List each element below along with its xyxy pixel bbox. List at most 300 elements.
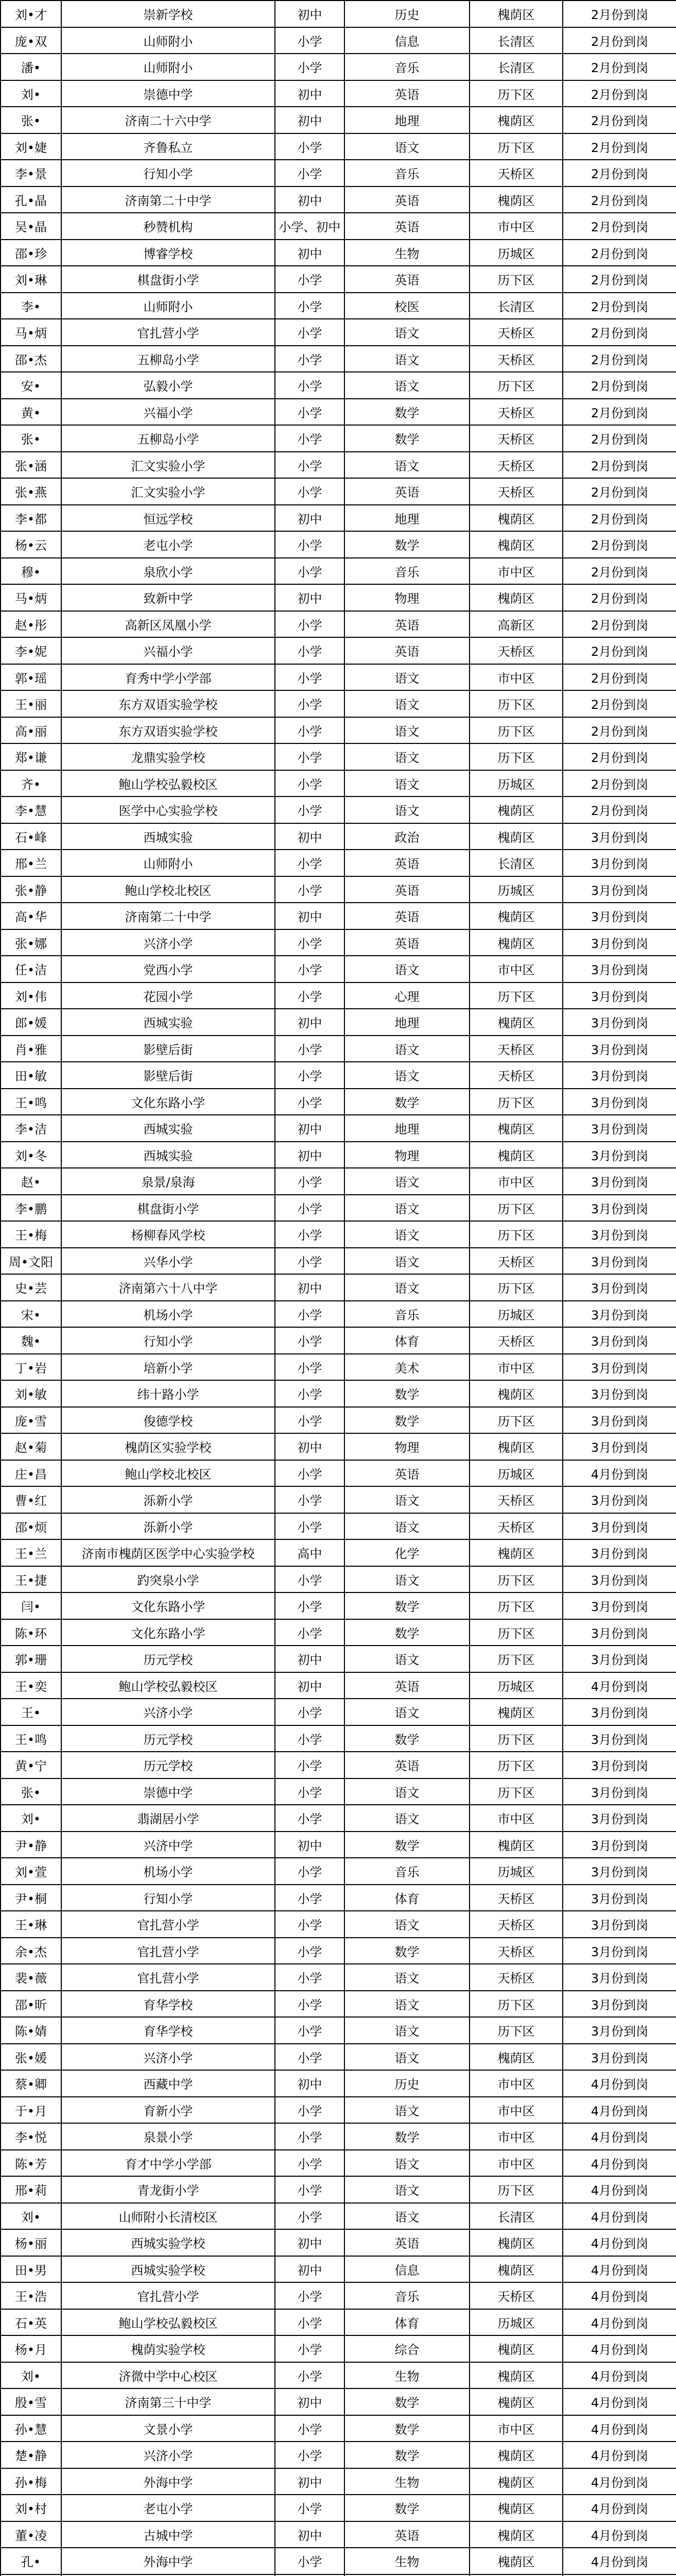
date-cell: 3月份到岗 [563, 1991, 676, 2018]
level-cell: 小学 [275, 956, 344, 982]
subject-cell: 数学 [344, 531, 470, 558]
date-cell [563, 2574, 676, 2576]
level-cell: 小学 [275, 2097, 344, 2124]
name-cell: 李•妮 [1, 637, 61, 664]
name-cell: 张•静 [1, 876, 61, 903]
level-cell: 小学 [275, 1964, 344, 1991]
school-cell: 棋盘街小学 [61, 1195, 275, 1222]
table-row [1, 823, 676, 850]
table-row [1, 2495, 676, 2521]
table-row [1, 2070, 676, 2097]
name-cell: 曹•红 [1, 1486, 61, 1513]
level-cell: 小学 [275, 1062, 344, 1089]
name-cell: 马•炳 [1, 584, 61, 611]
subject-cell: 语文 [344, 2150, 470, 2177]
date-cell: 3月份到岗 [563, 1539, 676, 1566]
table-row [1, 1, 676, 27]
date-cell: 3月份到岗 [563, 1486, 676, 1513]
name-cell: 邢•兰 [1, 850, 61, 876]
name-cell: 庞•雪 [1, 1407, 61, 1434]
subject-cell: 语文 [344, 1248, 470, 1275]
date-cell: 3月份到岗 [563, 876, 676, 903]
level-cell: 初中 [275, 1433, 344, 1460]
subject-cell: 英语 [344, 2229, 470, 2256]
school-cell: 鲍山学校弘毅校区 [61, 2309, 275, 2336]
level-cell: 初中 [275, 2468, 344, 2495]
level-cell: 小学 [275, 54, 344, 80]
district-cell: 历下区 [470, 690, 563, 717]
subject-cell: 数学 [344, 1938, 470, 1964]
district-cell: 长清区 [470, 2203, 563, 2230]
table-row [1, 187, 676, 213]
subject-cell: 语文 [344, 1195, 470, 1222]
level-cell: 小学 [275, 1566, 344, 1593]
date-cell: 3月份到岗 [563, 1619, 676, 1646]
district-cell: 历城区 [470, 2309, 563, 2336]
subject-cell: 英语 [344, 187, 470, 213]
school-cell: 泉景/泉海 [61, 1168, 275, 1195]
date-cell: 3月份到岗 [563, 823, 676, 850]
name-cell: 石•英 [1, 2309, 61, 2336]
name-cell [1, 2574, 61, 2576]
level-cell: 初中 [275, 1672, 344, 1699]
date-cell: 2月份到岗 [563, 213, 676, 240]
school-cell: 西城实验 [61, 1115, 275, 1142]
name-cell: 刘• [1, 80, 61, 107]
district-cell: 市中区 [470, 2070, 563, 2097]
name-cell: 刘•冬 [1, 1142, 61, 1168]
school-cell: 恒远学校 [61, 505, 275, 532]
name-cell: 周•文阳 [1, 1248, 61, 1275]
level-cell: 初中 [275, 1009, 344, 1036]
date-cell: 2月份到岗 [563, 531, 676, 558]
subject-cell: 校医 [344, 293, 470, 319]
date-cell: 3月份到岗 [563, 2017, 676, 2044]
school-cell: 医学中心实验学校 [61, 796, 275, 823]
name-cell: 庞•双 [1, 27, 61, 54]
table-row [1, 1619, 676, 1646]
school-cell: 文景小学 [61, 2415, 275, 2442]
name-cell: 刘•伟 [1, 982, 61, 1009]
district-cell: 市中区 [470, 1354, 563, 1381]
school-cell: 泺新小学 [61, 1513, 275, 1540]
table-row [1, 2176, 676, 2203]
subject-cell: 语文 [344, 770, 470, 797]
name-cell: 李•都 [1, 505, 61, 532]
date-cell: 4月份到岗 [563, 2309, 676, 2336]
level-cell: 小学 [275, 1725, 344, 1752]
date-cell: 3月份到岗 [563, 982, 676, 1009]
district-cell: 长清区 [470, 293, 563, 319]
subject-cell: 数学 [344, 399, 470, 426]
date-cell: 4月份到岗 [563, 2442, 676, 2468]
name-cell: 张• [1, 107, 61, 133]
school-cell: 东方双语实验学校 [61, 717, 275, 744]
name-cell: 王•琳 [1, 1911, 61, 1938]
level-cell: 小学 [275, 2548, 344, 2574]
name-cell: 余•杰 [1, 1938, 61, 1964]
date-cell: 2月份到岗 [563, 133, 676, 160]
district-cell: 历下区 [470, 743, 563, 770]
level-cell: 小学 [275, 2335, 344, 2362]
subject-cell: 语文 [344, 664, 470, 691]
date-cell: 3月份到岗 [563, 2044, 676, 2071]
table-row [1, 1460, 676, 1487]
name-cell: 潘• [1, 54, 61, 80]
subject-cell: 音乐 [344, 1301, 470, 1328]
district-cell: 长清区 [470, 54, 563, 80]
school-cell: 汇文实验小学 [61, 478, 275, 505]
district-cell: 市中区 [470, 213, 563, 240]
subject-cell: 信息 [344, 27, 470, 54]
level-cell: 小学 [275, 796, 344, 823]
school-cell: 棋盘街小学 [61, 266, 275, 293]
subject-cell: 语文 [344, 372, 470, 399]
school-cell: 兴济小学 [61, 2044, 275, 2071]
subject-cell: 数学 [344, 2495, 470, 2521]
level-cell: 初中 [275, 584, 344, 611]
school-cell: 文化东路小学 [61, 1089, 275, 1115]
table-row [1, 133, 676, 160]
date-cell: 2月份到岗 [563, 54, 676, 80]
school-cell: 兴济小学 [61, 929, 275, 956]
table-row [1, 2309, 676, 2336]
school-cell: 官扎营小学 [61, 1911, 275, 1938]
subject-cell: 数学 [344, 1380, 470, 1407]
name-cell: 肖•雅 [1, 1036, 61, 1062]
date-cell: 3月份到岗 [563, 1805, 676, 1832]
subject-cell: 英语 [344, 903, 470, 929]
subject-cell: 物理 [344, 1142, 470, 1168]
name-cell: 丁•岩 [1, 1354, 61, 1381]
date-cell: 3月份到岗 [563, 929, 676, 956]
date-cell: 2月份到岗 [563, 796, 676, 823]
school-cell: 官扎营小学 [61, 319, 275, 346]
subject-cell: 体育 [344, 2309, 470, 2336]
table-row [1, 160, 676, 187]
district-cell: 槐荫区 [470, 823, 563, 850]
subject-cell: 数学 [344, 1592, 470, 1619]
district-cell: 槐荫区 [470, 1832, 563, 1858]
subject-cell: 音乐 [344, 54, 470, 80]
level-cell: 初中 [275, 2229, 344, 2256]
date-cell: 3月份到岗 [563, 1142, 676, 1168]
level-cell: 小学 [275, 160, 344, 187]
school-cell: 培新小学 [61, 1354, 275, 1381]
school-cell: 党西小学 [61, 956, 275, 982]
table-row [1, 558, 676, 585]
table-row [1, 1513, 676, 1540]
school-cell: 崇德中学 [61, 1778, 275, 1805]
name-cell: 刘•村 [1, 2495, 61, 2521]
table-row [1, 903, 676, 929]
table-row [1, 1911, 676, 1938]
subject-cell: 语文 [344, 743, 470, 770]
level-cell: 小学 [275, 1885, 344, 1911]
level-cell: 小学 [275, 2362, 344, 2389]
name-cell: 杨•丽 [1, 2229, 61, 2256]
name-cell: 高•华 [1, 903, 61, 929]
table-row [1, 1433, 676, 1460]
district-cell: 天桥区 [470, 346, 563, 372]
school-cell: 泉欣小学 [61, 558, 275, 585]
district-cell: 历下区 [470, 1778, 563, 1805]
school-cell: 鲍山学校北校区 [61, 876, 275, 903]
table-row [1, 2335, 676, 2362]
level-cell: 小学 [275, 2442, 344, 2468]
table-row [1, 425, 676, 452]
school-cell: 崇新学校 [61, 1, 275, 27]
name-cell: 齐• [1, 770, 61, 797]
date-cell: 4月份到岗 [563, 2335, 676, 2362]
table-row [1, 1805, 676, 1832]
name-cell: 刘• [1, 2362, 61, 2389]
name-cell: 庄•昌 [1, 1460, 61, 1487]
name-cell: 郭•瑶 [1, 664, 61, 691]
district-cell: 历下区 [470, 1221, 563, 1248]
name-cell: 王•鸣 [1, 1725, 61, 1752]
subject-cell: 语文 [344, 133, 470, 160]
table-row [1, 293, 676, 319]
name-cell: 安• [1, 372, 61, 399]
table-row [1, 1486, 676, 1513]
name-cell: 刘•才 [1, 1, 61, 27]
district-cell: 市中区 [470, 1805, 563, 1832]
district-cell: 历城区 [470, 770, 563, 797]
table-row [1, 1009, 676, 1036]
date-cell: 2月份到岗 [563, 478, 676, 505]
level-cell: 小学 [275, 690, 344, 717]
level-cell: 初中 [275, 2070, 344, 2097]
table-row [1, 27, 676, 54]
date-cell: 4月份到岗 [563, 2256, 676, 2283]
date-cell: 4月份到岗 [563, 2070, 676, 2097]
date-cell: 4月份到岗 [563, 2415, 676, 2442]
level-cell: 初中 [275, 240, 344, 266]
table-row [1, 531, 676, 558]
subject-cell: 英语 [344, 611, 470, 638]
level-cell: 初中 [275, 2256, 344, 2283]
school-cell: 官扎营小学 [61, 1964, 275, 1991]
subject-cell: 地理 [344, 1115, 470, 1142]
table-row [1, 1115, 676, 1142]
table-row [1, 346, 676, 372]
date-cell: 2月份到岗 [563, 558, 676, 585]
name-cell: 张• [1, 1778, 61, 1805]
date-cell: 4月份到岗 [563, 2388, 676, 2415]
school-cell: 花园小学 [61, 982, 275, 1009]
table-row [1, 1885, 676, 1911]
district-cell: 天桥区 [470, 425, 563, 452]
table-row [1, 2203, 676, 2230]
date-cell: 2月份到岗 [563, 160, 676, 187]
district-cell: 槐荫区 [470, 929, 563, 956]
district-cell: 槐荫区 [470, 505, 563, 532]
level-cell: 小学 [275, 1460, 344, 1487]
level-cell: 小学 [275, 1486, 344, 1513]
subject-cell: 英语 [344, 1672, 470, 1699]
table-row [1, 2521, 676, 2548]
subject-cell: 语文 [344, 1168, 470, 1195]
name-cell: 张•媛 [1, 2044, 61, 2071]
school-cell: 西城实验 [61, 823, 275, 850]
date-cell: 4月份到岗 [563, 2548, 676, 2574]
name-cell: 李•景 [1, 160, 61, 187]
district-cell: 历城区 [470, 1301, 563, 1328]
date-cell: 3月份到岗 [563, 1380, 676, 1407]
level-cell: 小学 [275, 399, 344, 426]
level-cell: 小学 [275, 1354, 344, 1381]
level-cell: 小学 [275, 2309, 344, 2336]
district-cell: 市中区 [470, 956, 563, 982]
school-cell: 泺新小学 [61, 1486, 275, 1513]
district-cell: 历下区 [470, 1407, 563, 1434]
date-cell: 4月份到岗 [563, 2229, 676, 2256]
level-cell: 小学 [275, 2017, 344, 2044]
district-cell: 历下区 [470, 1725, 563, 1752]
subject-cell: 语文 [344, 346, 470, 372]
level-cell: 小学 [275, 664, 344, 691]
table-row [1, 1964, 676, 1991]
name-cell: 田•男 [1, 2256, 61, 2283]
district-cell: 历下区 [470, 1646, 563, 1672]
school-cell: 鲍山学校北校区 [61, 1460, 275, 1487]
school-cell: 鲍山学校弘毅校区 [61, 1672, 275, 1699]
level-cell: 小学 [275, 531, 344, 558]
district-cell: 历下区 [470, 1991, 563, 2018]
level-cell: 小学 [275, 637, 344, 664]
name-cell: 王•梅 [1, 1221, 61, 1248]
district-cell: 历下区 [470, 80, 563, 107]
date-cell: 3月份到岗 [563, 1407, 676, 1434]
name-cell: 吴•晶 [1, 213, 61, 240]
school-cell: 五柳岛小学 [61, 346, 275, 372]
subject-cell: 英语 [344, 80, 470, 107]
name-cell: 刘•敏 [1, 1380, 61, 1407]
subject-cell: 语文 [344, 1062, 470, 1089]
name-cell: 田•敏 [1, 1062, 61, 1089]
subject-cell: 语文 [344, 1566, 470, 1593]
school-cell: 致新中学 [61, 584, 275, 611]
table-row [1, 1646, 676, 1672]
date-cell: 2月份到岗 [563, 319, 676, 346]
school-cell: 西藏中学 [61, 2070, 275, 2097]
school-cell: 济南二十六中学 [61, 107, 275, 133]
subject-cell: 语文 [344, 1964, 470, 1991]
school-cell: 文化东路小学 [61, 1592, 275, 1619]
school-cell: 育华学校 [61, 1991, 275, 2018]
name-cell: 楚•静 [1, 2442, 61, 2468]
district-cell: 天桥区 [470, 1964, 563, 1991]
subject-cell: 数学 [344, 1619, 470, 1646]
school-cell: 济南第三十中学 [61, 2388, 275, 2415]
subject-cell: 地理 [344, 107, 470, 133]
level-cell: 小学 [275, 743, 344, 770]
level-cell: 小学 [275, 346, 344, 372]
district-cell: 市中区 [470, 2123, 563, 2150]
school-cell: 古城中学 [61, 2521, 275, 2548]
table-row [1, 1142, 676, 1168]
school-cell: 行知小学 [61, 1327, 275, 1354]
date-cell: 2月份到岗 [563, 584, 676, 611]
subject-cell: 数学 [344, 1725, 470, 1752]
level-cell: 小学 [275, 1407, 344, 1434]
level-cell: 初中 [275, 1274, 344, 1301]
level-cell: 小学 [275, 1327, 344, 1354]
level-cell: 初中 [275, 505, 344, 532]
table-row [1, 929, 676, 956]
district-cell: 天桥区 [470, 637, 563, 664]
table-row [1, 2256, 676, 2283]
level-cell: 小学 [275, 1991, 344, 2018]
date-cell: 4月份到岗 [563, 2495, 676, 2521]
subject-cell: 生物 [344, 2362, 470, 2389]
subject-cell: 语文 [344, 2044, 470, 2071]
table-row [1, 1592, 676, 1619]
subject-cell: 数学 [344, 2415, 470, 2442]
district-cell: 市中区 [470, 664, 563, 691]
district-cell: 槐荫区 [470, 2256, 563, 2283]
school-cell: 纬十路小学 [61, 1380, 275, 1407]
district-cell: 槐荫区 [470, 2521, 563, 2548]
level-cell: 小学 [275, 1513, 344, 1540]
table-row [1, 319, 676, 346]
subject-cell: 英语 [344, 266, 470, 293]
table-row [1, 796, 676, 823]
date-cell: 3月份到岗 [563, 956, 676, 982]
table-row [1, 1725, 676, 1752]
school-cell: 历元学校 [61, 1725, 275, 1752]
subject-cell: 数学 [344, 2123, 470, 2150]
district-cell: 天桥区 [470, 1062, 563, 1089]
name-cell: 王•捷 [1, 1566, 61, 1593]
table-row [1, 1566, 676, 1593]
district-cell: 历下区 [470, 266, 563, 293]
school-cell: 山师附小长清校区 [61, 2203, 275, 2230]
subject-cell: 语文 [344, 319, 470, 346]
date-cell: 2月份到岗 [563, 770, 676, 797]
date-cell: 2月份到岗 [563, 372, 676, 399]
district-cell: 槐荫区 [470, 2468, 563, 2495]
subject-cell: 英语 [344, 929, 470, 956]
date-cell: 3月份到岗 [563, 1938, 676, 1964]
district-cell: 历城区 [470, 1858, 563, 1885]
subject-cell: 体育 [344, 1885, 470, 1911]
date-cell: 2月份到岗 [563, 505, 676, 532]
subject-cell: 语文 [344, 1221, 470, 1248]
subject-cell: 心理 [344, 982, 470, 1009]
table-row [1, 637, 676, 664]
table-row [1, 1195, 676, 1222]
district-cell: 槐荫区 [470, 1142, 563, 1168]
table-row [1, 478, 676, 505]
date-cell: 3月份到岗 [563, 1168, 676, 1195]
level-cell: 小学 [275, 611, 344, 638]
level-cell: 小学 [275, 1938, 344, 1964]
name-cell: 陈•环 [1, 1619, 61, 1646]
table-row [1, 717, 676, 744]
date-cell: 3月份到岗 [563, 1036, 676, 1062]
level-cell: 初中 [275, 1115, 344, 1142]
school-cell: 济南第六十八中学 [61, 1274, 275, 1301]
table-row [1, 1248, 676, 1275]
table-row [1, 1938, 676, 1964]
district-cell: 槐荫区 [470, 531, 563, 558]
table-row [1, 2362, 676, 2389]
name-cell: 陈•芳 [1, 2150, 61, 2177]
subject-cell: 语文 [344, 1486, 470, 1513]
district-cell: 历城区 [470, 240, 563, 266]
